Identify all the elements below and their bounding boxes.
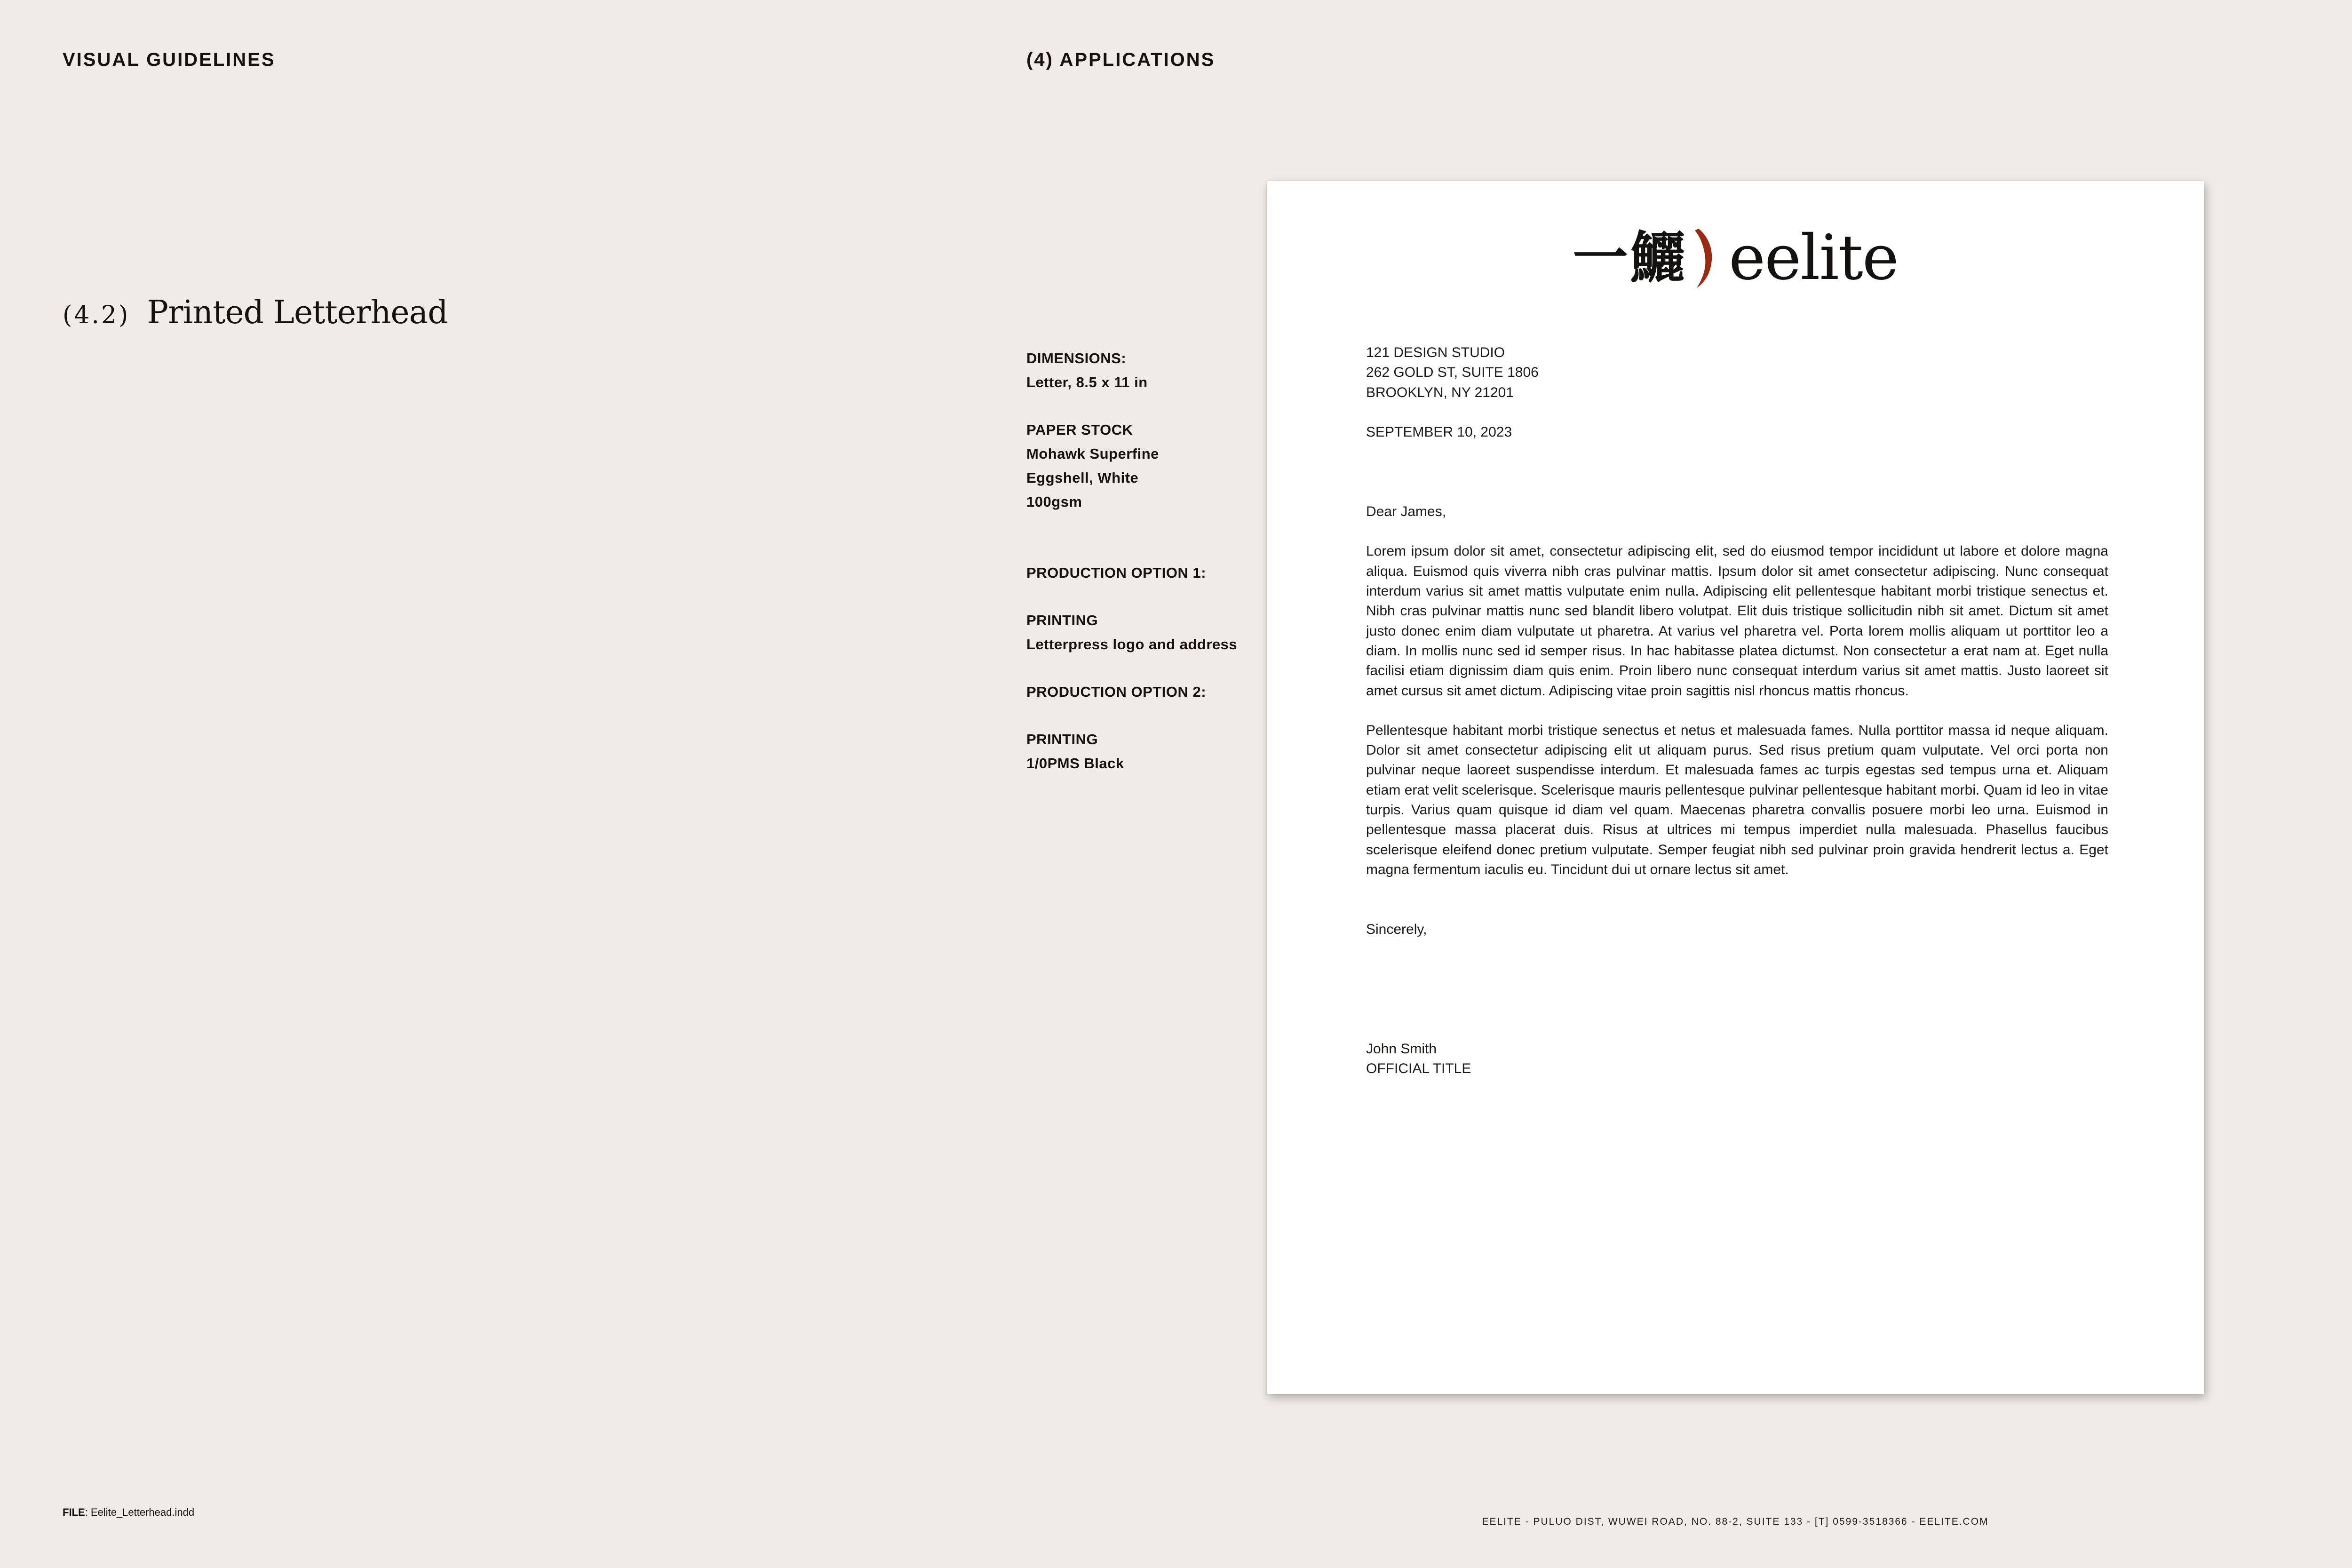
spec-option2-printing-label: PRINTING (1026, 731, 1098, 748)
spec-option1-printing-value: Letterpress logo and address (1026, 636, 1238, 653)
spec-option1-printing (1026, 608, 1262, 656)
section-title-text: Printed Letterhead (147, 294, 448, 331)
spec-option2-label: PRODUCTION OPTION 2: (1026, 684, 1207, 700)
closing: Sincerely, (1366, 922, 1427, 938)
body-paragraph-2: Pellentesque habitant morbi tristique senectus et netus et malesuada fames. Nulla porttitor massa id neque aliquam. Dolor sit amet consectetur adipiscing elit ut aliquam purus. Sed risus pretium quam vulputate. Vel orci porta non pulvinar neque laoreet suspendisse interdum. Et malesuada fames ac turpis egestas sed tempus urna et. Aliquam etiam erat velit scelerisque. Scelerisque mauris pellentesque pulvinar pellentesque habitant morbi. Quam id leo in vitae turpis. Varius quam quisque id diam vel quam. Maecenas pharetra convallis posuere morbi leo urna. Euismod in pellentesque massa placerat duis. Risus at ultrices mi tempus imperdiet nulla malesuada. Phasellus faucibus scelerisque eleifend donec pretium vulputate. Semper feugiat nibh sed pulvinar proin gravida hendrerit lectus a. Eget magna fermentum iaculis eu. Tincidunt dui ut ornare lectus sit amet. (1366, 722, 2108, 877)
letter-body (1366, 343, 2108, 1079)
spec-option2-printing-value: 1/0PMS Black (1026, 755, 1124, 772)
spec-option2 (1026, 680, 1262, 704)
address-line: 121 DESIGN STUDIO (1366, 345, 1505, 360)
file-note (63, 1505, 194, 1520)
address-line: BROOKLYN, NY 21201 (1366, 384, 1514, 400)
spec-option1 (1026, 561, 1262, 585)
spec-option1-label: PRODUCTION OPTION 1: (1026, 565, 1207, 581)
logo-cjk-characters: 一鱺 (1573, 225, 1688, 290)
letterhead-page (1267, 181, 2204, 1527)
guidelines-header-title: VISUAL GUIDELINES (63, 49, 276, 70)
section-number: (4.2) (63, 301, 130, 329)
spec-paper-line: Mohawk Superfine (1026, 446, 1159, 462)
signer-title: OFFICIAL TITLE (1366, 1060, 1471, 1076)
spec-paper-stock (1026, 418, 1262, 514)
spec-dimensions-value: Letter, 8.5 x 11 in (1026, 374, 1148, 390)
spec-paper-line: Eggshell, White (1026, 470, 1139, 486)
brand-logo (1267, 223, 2204, 293)
salutation: Dear James, (1366, 504, 1446, 520)
signer-name: John Smith (1366, 1041, 1437, 1057)
logo-wordmark: eelite (1729, 222, 1898, 294)
section-title (63, 289, 448, 339)
letter-date: SEPTEMBER 10, 2023 (1366, 424, 1512, 440)
eel-shape (1695, 229, 1712, 288)
recipient-address (1366, 343, 2108, 403)
file-label: FILE (63, 1506, 85, 1518)
spec-paper-line: 100gsm (1026, 493, 1082, 510)
body-paragraph-1: Lorem ipsum dolor sit amet, consectetur adipiscing elit, sed do eiusmod tempor incididunt ut labore et dolore magna aliqua. Euismod quis viverra nibh cras pulvinar mattis. Ipsum dolor sit amet consectetur adipiscing. Nunc consequat interdum varius sit amet mattis vulputate enim nulla. Adipiscing elit pellentesque habitant morbi tristique senectus et. Nibh cras pulvinar mattis nunc sed blandit libero volutpat. Elit duis tristique sollicitudin nibh sit amet. Dictum sit amet justo donec enim diam vulputate ut pharetra. At varius vel pharetra vel. Porta lorem mollis aliquam ut porttitor leo a diam. In mollis nunc sed id semper risus. In hac habitasse platea dictumst. Non consectetur a erat nam at. Eget nulla facilisi etiam dignissim diam quis enim. Proin libero nunc consequat interdum varius sit amet mattis. Justo laoreet sit amet cursus sit amet dictum. Adipiscing vitae proin sagittis nisl rhoncus mattis rhoncus. (1366, 543, 2108, 699)
spec-dimensions-label: DIMENSIONS: (1026, 350, 1127, 366)
letterhead-footer: EELITE - PULUO DIST, WUWEI ROAD, NO. 88-2, SUITE 133 - [T] 0599-3518366 - EELITE.COM (1482, 1516, 1989, 1527)
eel-logo-icon (1692, 225, 1725, 291)
spec-option1-printing-label: PRINTING (1026, 612, 1098, 629)
spec-paper-label: PAPER STOCK (1026, 422, 1133, 438)
spec-option2-printing (1026, 727, 1262, 775)
spec-dimensions (1026, 346, 1262, 394)
address-line: 262 GOLD ST, SUITE 1806 (1366, 365, 1539, 381)
spec-list (1026, 346, 1262, 799)
section-category-header: (4) APPLICATIONS (1026, 49, 1216, 70)
file-name: : Eelite_Letterhead.indd (85, 1506, 195, 1518)
